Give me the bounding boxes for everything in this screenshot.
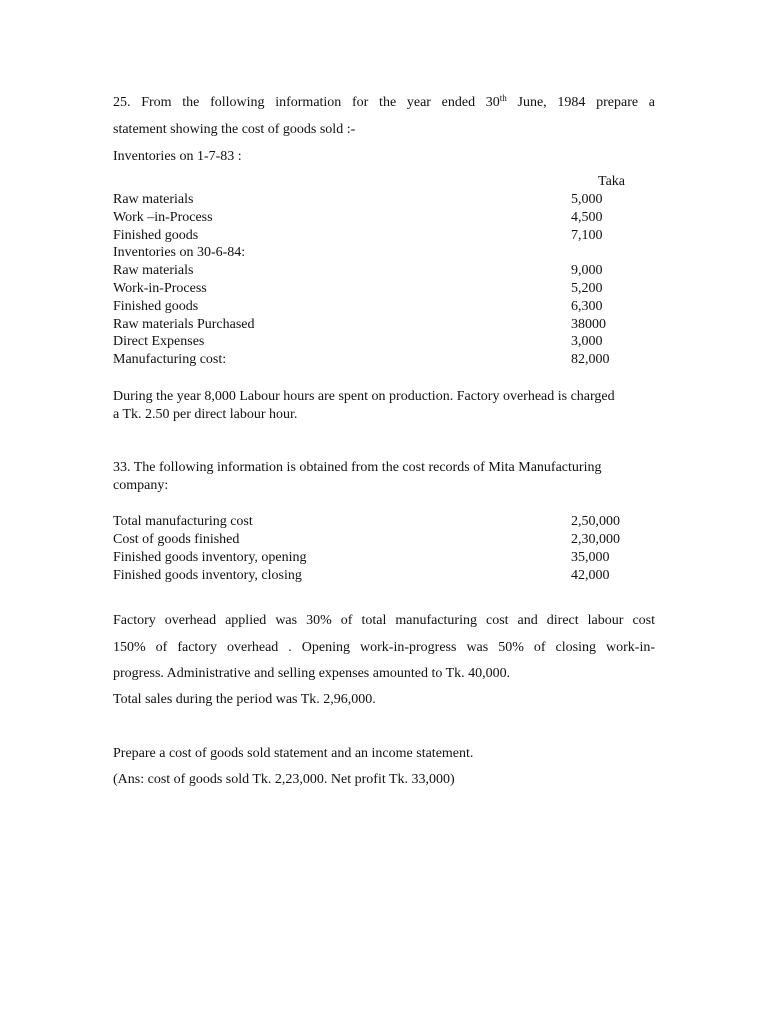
row-value: 38000 [571, 316, 606, 332]
row-value: 2,50,000 [571, 514, 620, 529]
q33-para-line-4: Total sales during the period was Tk. 2,96,000. [113, 692, 376, 707]
row-label: Finished goods inventory, opening [113, 550, 307, 565]
q25-intro-sup: th [499, 93, 507, 103]
q25-note-line-2: a Tk. 2.50 per direct labour hour. [113, 407, 298, 422]
q25-intro-line-2: statement showing the cost of goods sold :- [113, 122, 356, 137]
table-row [113, 567, 643, 585]
table-row [113, 298, 643, 316]
row-value: 6,300 [571, 298, 603, 314]
q33-intro-line-1: 33. The following information is obtained from the cost records of Mita Manufacturing [113, 460, 602, 475]
q33-para-line-1: Factory overhead applied was 30% of total manufacturing cost and direct labour cost [113, 613, 655, 628]
table-row [113, 209, 643, 227]
q25-intro-post: June, 1984 prepare a [506, 95, 655, 110]
q25-inventories-heading: Inventories on 1-7-83 : [113, 149, 242, 164]
q33-para-line-2: 150% of factory overhead . Opening work-in-progress was 50% of closing work-in- [113, 640, 655, 655]
row-label: Inventories on 30-6-84: [113, 245, 246, 261]
row-label: Finished goods [113, 298, 199, 314]
q33-para-line-3: progress. Administrative and selling expenses amounted to Tk. 40,000. [113, 666, 511, 681]
row-label: Raw materials [113, 192, 194, 207]
q33-answer: (Ans: cost of goods sold Tk. 2,23,000. Net profit Tk. 33,000) [113, 772, 455, 787]
table-row [113, 549, 643, 567]
row-value: 4,500 [571, 209, 603, 225]
row-value: 9,000 [571, 263, 603, 279]
row-label: Work-in-Process [113, 281, 207, 296]
row-label: Finished goods inventory, closing [113, 568, 302, 583]
q25-intro-line-1 [113, 94, 655, 112]
row-value: 7,100 [571, 227, 603, 243]
q25-intro-pre: 25. From the following information for the year ended 30 [113, 95, 500, 110]
row-value: 2,30,000 [571, 532, 620, 547]
table-row [113, 531, 643, 549]
row-value: 3,000 [571, 334, 603, 350]
q25-currency-header: Taka [598, 174, 626, 189]
table-row [113, 227, 643, 245]
row-value: 82,000 [571, 352, 610, 368]
table-row [113, 262, 643, 280]
q33-intro-line-2: company: [113, 478, 169, 493]
row-value: 42,000 [571, 568, 610, 583]
q33-instruction: Prepare a cost of goods sold statement and an income statement. [113, 746, 474, 761]
row-label: Raw materials Purchased [113, 316, 255, 332]
table-row [113, 333, 643, 351]
row-label: Work –in-Process [113, 209, 213, 225]
table-row [113, 280, 643, 298]
q25-note-line-1: During the year 8,000 Labour hours are spent on production. Factory overhead is charged [113, 389, 615, 404]
table-row [113, 244, 643, 262]
table-row [113, 513, 643, 531]
table-row [113, 316, 643, 334]
row-label: Total manufacturing cost [113, 514, 253, 529]
row-label: Raw materials [113, 263, 194, 279]
row-label: Direct Expenses [113, 334, 205, 350]
row-label: Manufacturing cost: [113, 352, 227, 368]
row-label: Cost of goods finished [113, 532, 240, 547]
row-value: 35,000 [571, 550, 610, 565]
table-row [113, 351, 643, 369]
row-value: 5,200 [571, 281, 603, 296]
table-row [113, 191, 643, 209]
row-value: 5,000 [571, 192, 603, 207]
row-label: Finished goods [113, 227, 199, 243]
